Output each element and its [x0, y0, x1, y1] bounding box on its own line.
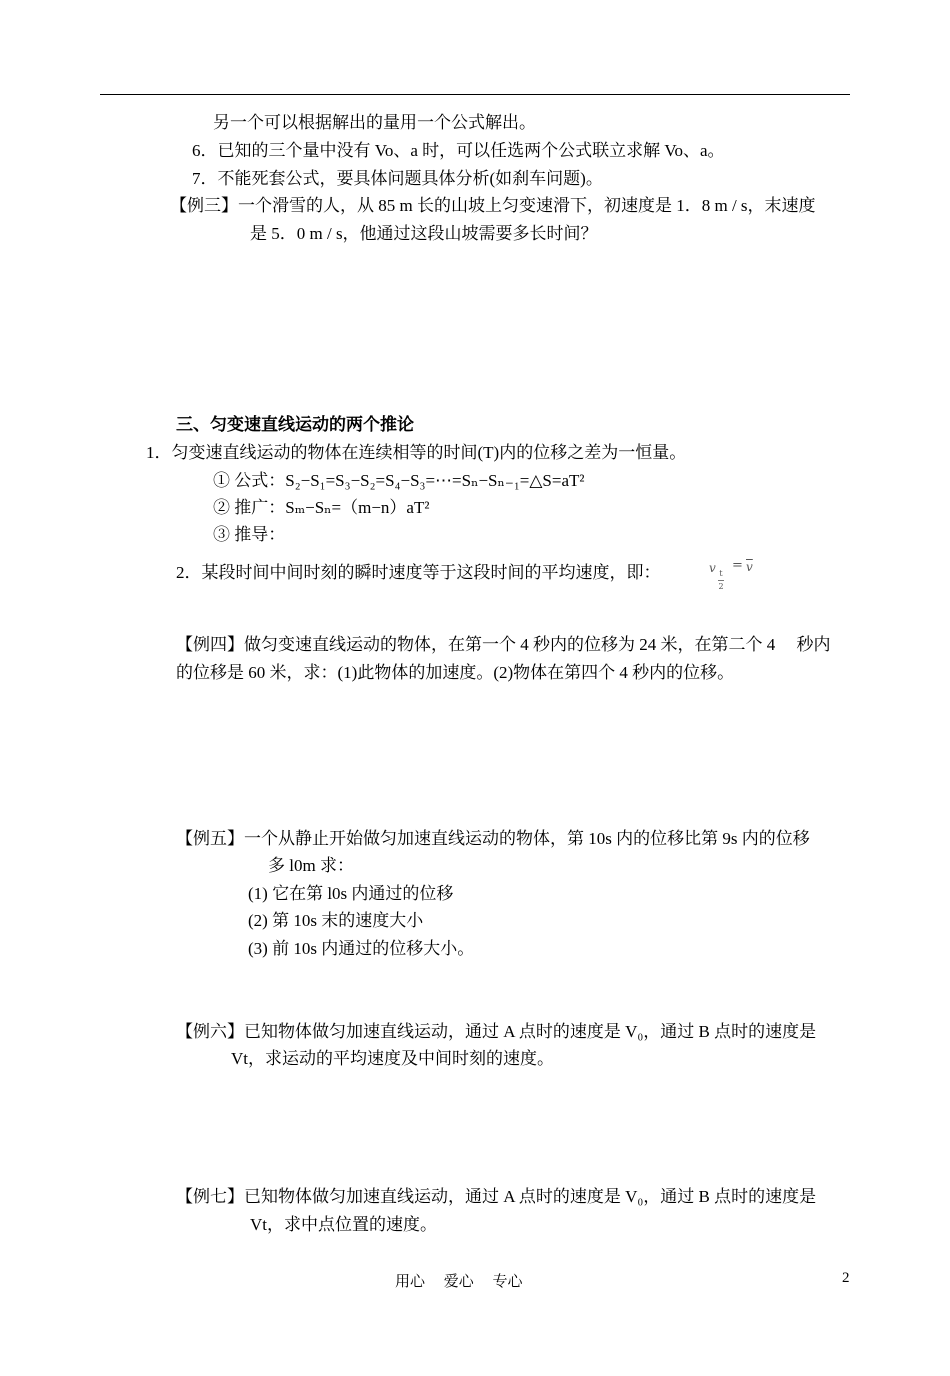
header-rule: [100, 94, 850, 95]
example-5-line2: 多 l0m 求：: [268, 856, 354, 875]
text-line: 2．某段时间中间时刻的瞬时速度等于这段时间的平均速度，即：: [176, 563, 661, 582]
example-7-line1: 【例七】已知物体做匀加速直线运动，通过 A 点时的速度是 V₀，通过 B 点时的速度是: [176, 1187, 817, 1206]
formula-eq: =: [732, 558, 743, 573]
formula-vbar: $\overline{v}$: [746, 560, 753, 574]
section-heading: 三、匀变速直线运动的两个推论: [176, 415, 414, 434]
page-number: 2: [842, 1270, 850, 1286]
formula-line: ① 公式：S₂−S₁=S₃−S₂=S₄−S₃=⋯=Sₙ−Sₙ₋₁=△S=aT²: [213, 471, 585, 490]
example-4-line2: 的位移是 60 米，求：(1)此物体的加速度。(2)物体在第四个 4 秒内的位移。: [176, 663, 735, 682]
example-4-line1: 【例四】做匀变速直线运动的物体，在第一个 4 秒内的位移为 24 米，在第二个 4 秒内: [176, 635, 831, 654]
example-3-line1: 【例三】一个滑雪的人，从 85 m 长的山坡上匀变速滑下，初速度是 1．8 m / s，末速度: [170, 196, 816, 215]
example-6-line1: 【例六】已知物体做匀加速直线运动，通过 A 点时的速度是 V₀，通过 B 点时的速度是: [176, 1022, 817, 1041]
text-line: 6．已知的三个量中没有 Vo、a 时，可以任选两个公式联立求解 Vo、a。: [192, 141, 725, 160]
text-line: 另一个可以根据解出的量用一个公式解出。: [213, 113, 536, 132]
formula-v: v: [709, 561, 716, 575]
mid-time-velocity-formula: [706, 558, 766, 598]
formula-den: 2: [718, 582, 724, 591]
example-5-item: (1) 它在第 l0s 内通过的位移: [248, 884, 454, 903]
example-5-line1: 【例五】一个从静止开始做匀加速直线运动的物体，第 10s 内的位移比第 9s 内的位移: [176, 829, 810, 848]
text-line: ③ 推导：: [213, 525, 286, 544]
text-line: 1．匀变速直线运动的物体在连续相等的时间(T)内的位移之差为一恒量。: [146, 443, 687, 462]
example-5-item: (2) 第 10s 末的速度大小: [248, 911, 424, 930]
formula-fraction: [718, 569, 724, 592]
text-line: 7．不能死套公式，要具体问题具体分析(如刹车问题)。: [192, 169, 603, 188]
formula-num: t: [719, 569, 723, 578]
example-3-line2: 是 5．0 m / s，他通过这段山坡需要多长时间？: [250, 224, 598, 243]
example-6-line2: Vt，求运动的平均速度及中间时刻的速度。: [231, 1049, 554, 1068]
example-5-item: (3) 前 10s 内通过的位移大小。: [248, 939, 475, 958]
footer-slogan: 用心 爱心 专心: [395, 1274, 523, 1290]
formula-line: ② 推广：Sₘ−Sₙ=（m−n）aT²: [213, 498, 430, 517]
example-7-line2: Vt，求中点位置的速度。: [250, 1215, 437, 1234]
